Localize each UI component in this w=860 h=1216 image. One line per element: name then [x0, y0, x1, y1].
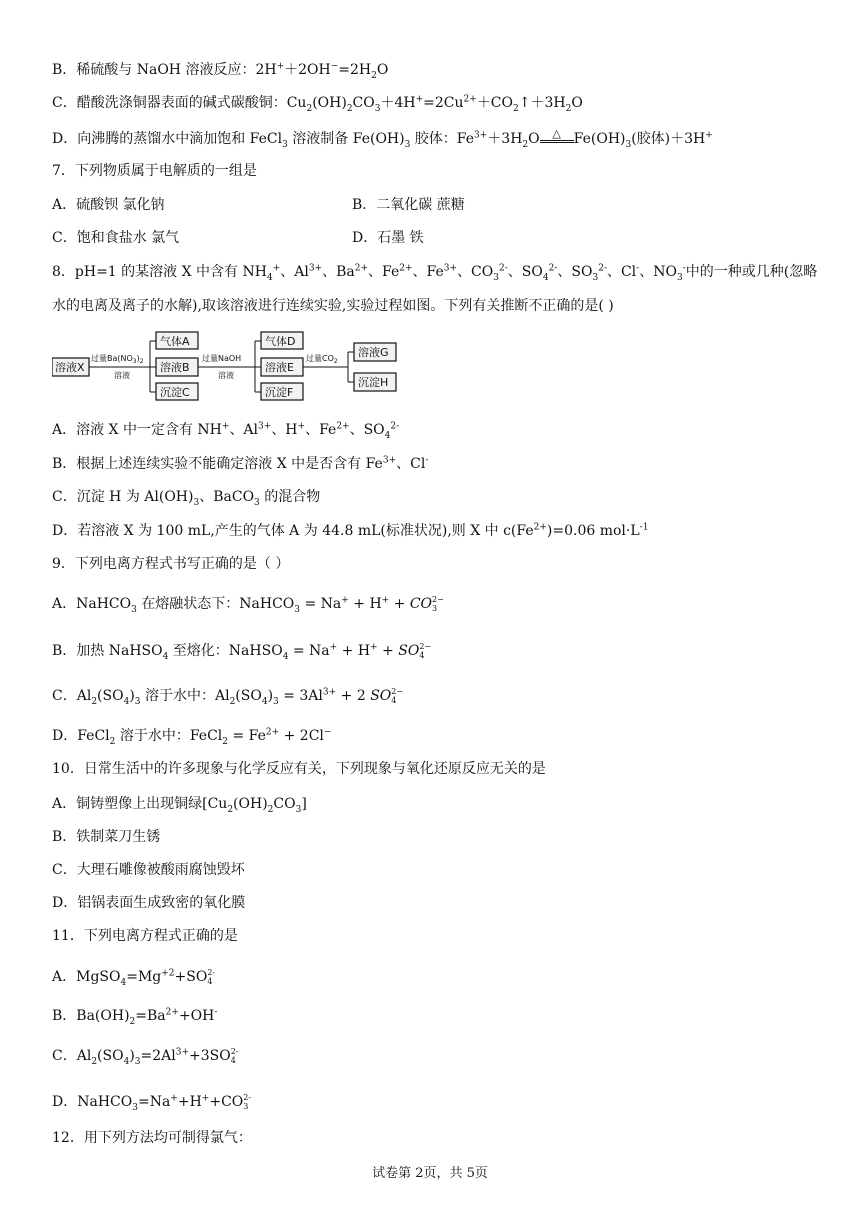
label-gas-a: 气体A	[160, 335, 190, 348]
q7-option-d: D．石墨 铁	[352, 230, 424, 246]
q6-option-b: B．稀硫酸与 NaOH 溶液反应：$2H^++2OH^-=2H_2O$	[52, 61, 389, 81]
q10-option-d: D．铝锅表面生成致密的氧化膜	[52, 895, 246, 911]
q6-option-d: D．向沸腾的蒸馏水中滴加饱和 FeCl$_3$ 溶液制备 $Fe(OH)_3$ 胶体：$Fe^{3+}+3H_2O$ △ $Fe(OH)_3$(胶体)＋3H+	[52, 127, 713, 150]
q8-option-d: D．若溶液 X 为 100 mL,产生的气体 A 为 44.8 mL(标准状况),则 X 中 $c(Fe^{2+})=0.06$ $mol\cdot L^{-1}$	[52, 522, 649, 539]
q10-option-b: B．铁制菜刀生锈	[52, 829, 161, 845]
step2-reagent-top: 过量NaOH	[202, 354, 242, 363]
q9-stem: 9．下列电离方程式书写正确的是（ ）	[52, 556, 290, 572]
q9-option-a: A．NaHCO$_3$ 在熔融状态下：NaHCO$_3$ = Na+ + H+ + CO 2− 3	[52, 595, 444, 615]
step2-reagent-bottom: 溶液	[218, 371, 234, 380]
q6-option-c: C．醋酸洗涤铜器表面的碱式碳酸铜：$Cu_2(OH)_2CO_3+4H^+=2Cu^{2+}+CO_2↑+3H_2O$	[52, 94, 583, 114]
q8-stem-line1: 8．pH=1 的某溶液 X 中含有 $NH_4^+$、$Al^{3+}$、$Ba^{2+}$、$Fe^{2+}$、$Fe^{3+}$、$CO_3^{2-}$、$SO_4^{2-}$、$SO_3^{2-}$、Cl-、$NO_3^-$中的一种或几种(忽略	[52, 263, 818, 283]
heat-equals-sign: △	[540, 128, 574, 143]
label-gas-d: 气体D	[265, 335, 296, 348]
label-solution-g: 溶液G	[358, 346, 389, 359]
q8-flow-diagram	[52, 330, 412, 402]
q12-stem: 12．用下列方法均可制得氯气：	[52, 1130, 252, 1146]
step1-reagent-top: 过量$Ba(NO_3)_2$	[91, 354, 144, 365]
q7-option-c: C．饱和食盐水 氯气	[52, 230, 180, 246]
q10-option-c: C．大理石雕像被酸雨腐蚀毁坏	[52, 862, 245, 878]
label-solution-e: 溶液E	[265, 361, 294, 374]
page-footer: 试卷第 2页，共 5页	[372, 1166, 488, 1181]
q8-option-a: A．溶液 X 中一定含有 NH+、$Al^{3+}$、H+、$Fe^{2+}$、$SO_4^{2-}$	[52, 421, 400, 441]
q9-option-c: C．$Al_2(SO_4)_3$ 溶于水中：$Al_2(SO_4)_3 = 3Al^{3+} + 2$ SO 2− 4	[52, 687, 404, 707]
q8-option-c: C．沉淀 H 为 $Al(OH)_3$、BaCO$_3$ 的混合物	[52, 489, 321, 508]
label-precipitate-h: 沉淀H	[358, 376, 389, 389]
label-solution-b: 溶液B	[160, 361, 190, 374]
q7-stem: 7．下列物质属于电解质的一组是	[52, 163, 257, 179]
label-precipitate-f: 沉淀F	[265, 386, 294, 399]
label-solution-x: 溶液X	[55, 361, 85, 374]
q11-option-b: B．$Ba(OH)_2=Ba^{2+}+OH^-$	[52, 1007, 218, 1027]
q11-option-c: C．$Al_2(SO_4)_3=2Al^{3+}+3SO$ 2- 4	[52, 1047, 239, 1067]
q8-stem-line2: 水的电离及离子的水解),取该溶液进行连续实验,实验过程如图。下列有关推断不正确的是( )	[52, 298, 614, 314]
q11-option-d: D．NaHCO$_3$=Na++H++CO 2- 3	[52, 1093, 252, 1113]
q10-stem: 10．日常生活中的许多现象与化学反应有关，下列现象与氧化还原反应无关的是	[52, 761, 546, 777]
label-precipitate-c: 沉淀C	[160, 386, 190, 399]
q9-option-b: B．加热 NaHSO$_4$ 至熔化：NaHSO$_4$ = Na+ + H+ + SO 2− 4	[52, 642, 432, 662]
step1-reagent-bottom: 溶液	[114, 371, 130, 380]
q7-option-a: A．硫酸钡 氯化钠	[52, 197, 165, 213]
q7-option-b: B．二氧化碳 蔗糖	[352, 197, 465, 213]
q9-option-d: D．FeCl$_2$ 溶于水中：FeCl$_2$ = $Fe^{2+} + 2Cl^-$	[52, 727, 332, 747]
step3-reagent-top: 过量$CO_2$	[306, 354, 338, 365]
q8-option-b: B．根据上述连续实验不能确定溶液 X 中是否含有 $Fe^{3+}$、Cl-	[52, 455, 429, 472]
q10-option-a: A．铜铸塑像上出现铜绿$[Cu_2(OH)_2CO_3]$	[52, 796, 307, 815]
q11-stem: 11．下列电离方程式正确的是	[52, 928, 238, 944]
q11-option-a: A．$MgSO_4=Mg^{+2}+SO$ 2- 4	[52, 968, 216, 988]
